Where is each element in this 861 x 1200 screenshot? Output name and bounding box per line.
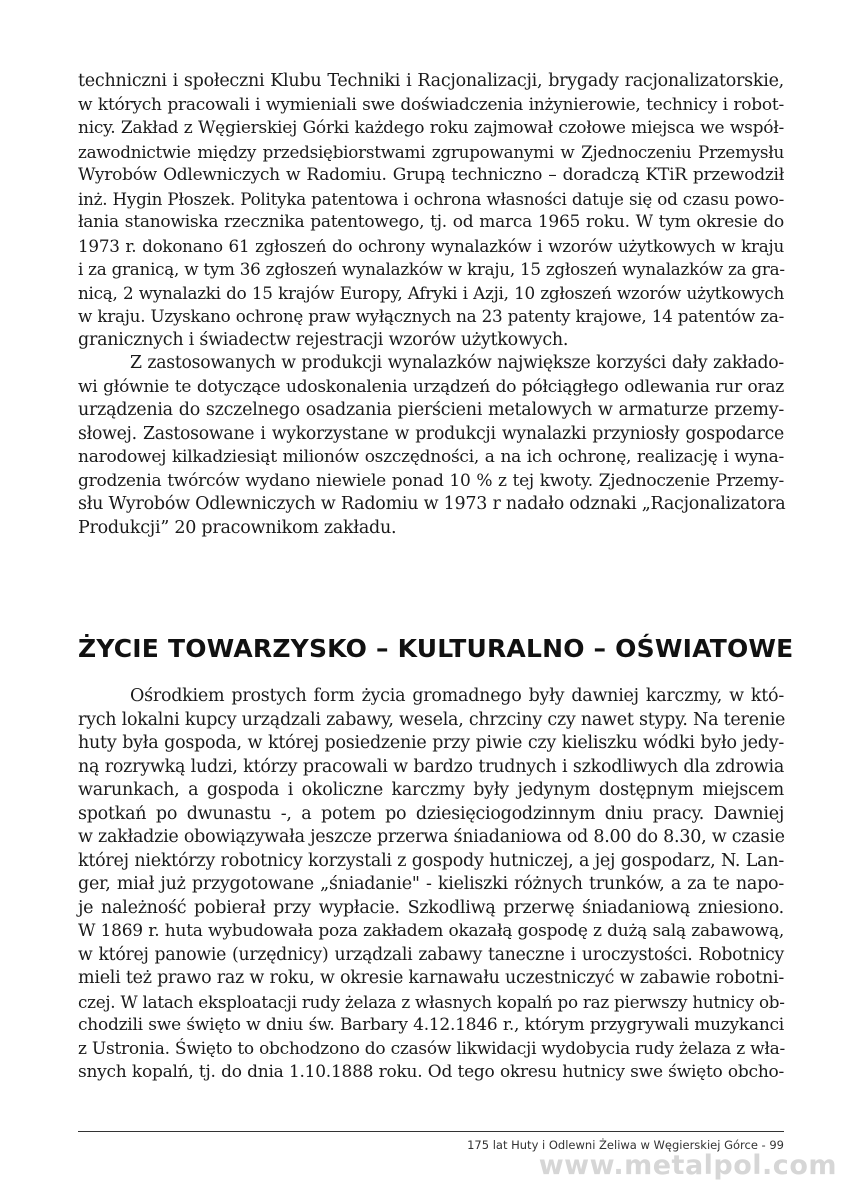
text-line: czej. W latach eksploatacji rudy żelaza z własnych kopalń po raz pierwszy hutnicy ob- [78,991,785,1012]
watermark: www.metalpol.com [538,1150,837,1181]
text-line: łania stanowiska rzecznika patentowego, tj. od marca 1965 roku. W tym okresie do [78,212,784,232]
text-line: ger, miał już przygotowane „śniadanie" - kieliszki różnych trunków, a za te napo- [78,874,784,894]
text-line: w kraju. Uzyskano ochronę praw wyłącznych na 23 patenty krajowe, 14 patentów za- [78,306,784,326]
text-line: narodowej kilkadziesiąt milionów oszczędności, a na ich ochronę, realizację i wyna- [78,447,784,467]
text-line: rych lokalni kupcy urządzali zabawy, wesela, chrzciny czy nawet stypy. Na terenie [78,709,786,730]
text-line: z Ustronia. Święto to obchodzono do czasów likwidacji wydobycia rudy żelaza z wła- [78,1038,786,1059]
text-line: mieli też prawo raz w roku, w okresie karnawału uczestniczyć w zabawie robotni- [78,968,784,988]
section-heading: ŻYCIE TOWARZYSKO – KULTURALNO – OŚWIATOWE [78,634,794,663]
text-line: techniczni i społeczni Klubu Techniki i Racjonalizacji, brygady racjonalizatorskie, [78,71,784,91]
text-line: Wyrobów Odlewniczych w Radomiu. Grupą techniczno – doradczą KTiR przewodził [78,165,784,185]
text-line: zawodnictwie między przedsiębiorstwami zgrupowanymi w Zjednoczeniu Przemysłu [78,141,784,162]
text-line: je należność pobierał przy wypłacie. Szkodliwą przerwę śniadaniową zniesiono. [78,897,784,918]
text-line: Ośrodkiem prostych form życia gromadnego były dawniej karczmy, w któ- [130,686,784,706]
text-line: w zakładzie obowiązywała jeszcze przerwa śniadaniowa od 8.00 do 8.30, w czasie [78,827,785,847]
text-line: w których pracowali i wymieniali swe doświadczenia inżynierowie, technicy i robot- [78,94,784,115]
text-line: inż. Hygin Płoszek. Polityka patentowa i ochrona własności datuje się od czasu powo- [78,188,784,209]
text-line: Z zastosowanych w produkcji wynalazków największe korzyści dały zakłado- [130,353,784,373]
page-footer: 175 lat Huty i Odlewni Żeliwa w Węgierskiej Górce - 99 [467,1138,784,1152]
text-line: Produkcji” 20 pracownikom zakładu. [78,517,397,538]
text-line: grodzenia twórców wydano niewiele ponad 10 % z tej kwoty. Zjednoczenie Przemy- [78,470,784,491]
text-line: i za granicą, w tym 36 zgłoszeń wynalazków w kraju, 15 zgłoszeń wynalazków za gra- [78,259,785,279]
text-line: słowej. Zastosowane i wykorzystane w produkcji wynalazki przyniosły gospodarce [78,423,784,444]
text-line: spotkań po dwunastu -, a potem po dziesięciogodzinnym dniu pracy. Dawniej [78,803,784,824]
text-line: warunkach, a gospoda i okoliczne karczmy były jedynym dostępnym miejscem [78,780,784,800]
text-line: huty była gospoda, w której posiedzenie przy piwie czy kieliszku wódki było jedy- [78,733,784,753]
paragraph-2 [78,352,784,540]
text-line: nicy. Zakład z Węgierskiej Górki każdego roku zajmował czołowe miejsca we współ- [78,118,784,138]
text-line: słu Wyrobów Odlewniczych w Radomiu w 1973 r nadało odznaki „Racjonalizatora [78,494,786,514]
text-line: chodzili swe święto w dniu św. Barbary 4.12.1846 r., którym przygrywali muzykanci [78,1015,784,1035]
text-line: W 1869 r. huta wybudowała poza zakładem okazałą gospodę z dużą salą zabawową, [78,921,784,941]
text-line: w której panowie (urzędnicy) urządzali zabawy taneczne i uroczystości. Robotnicy [78,944,784,965]
footer-divider [78,1131,784,1132]
paragraph-1 [78,70,784,352]
text-line: wi głównie te dotyczące udoskonalenia urządzeń do półciągłego odlewania rur oraz [78,376,784,397]
body-text-bottom [78,685,784,1085]
text-line: nicą, 2 wynalazki do 15 krajów Europy, Afryki i Azji, 10 zgłoszeń wzorów użytkowych [78,282,784,303]
text-line: snych kopalń, tj. do dnia 1.10.1888 roku. Od tego okresu hutnicy swe święto obcho- [78,1062,784,1082]
text-line: urządzenia do szczelnego osadzania pierścieni metalowych w armaturze przemy- [78,400,784,420]
text-line: 1973 r. dokonano 61 zgłoszeń do ochrony wynalazków i wzorów użytkowych w kraju [78,235,784,256]
text-line: której niektórzy robotnicy korzystali z gospody hutniczej, a jej gospodarz, N. Lan- [78,850,784,871]
text-line: granicznych i świadectw rejestracji wzorów użytkowych. [78,329,569,350]
text-line: ną rozrywką ludzi, którzy pracowali w bardzo trudnych i szkodliwych dla zdrowia [78,756,784,777]
paragraph-3 [78,685,784,1085]
body-text-top [78,70,784,540]
